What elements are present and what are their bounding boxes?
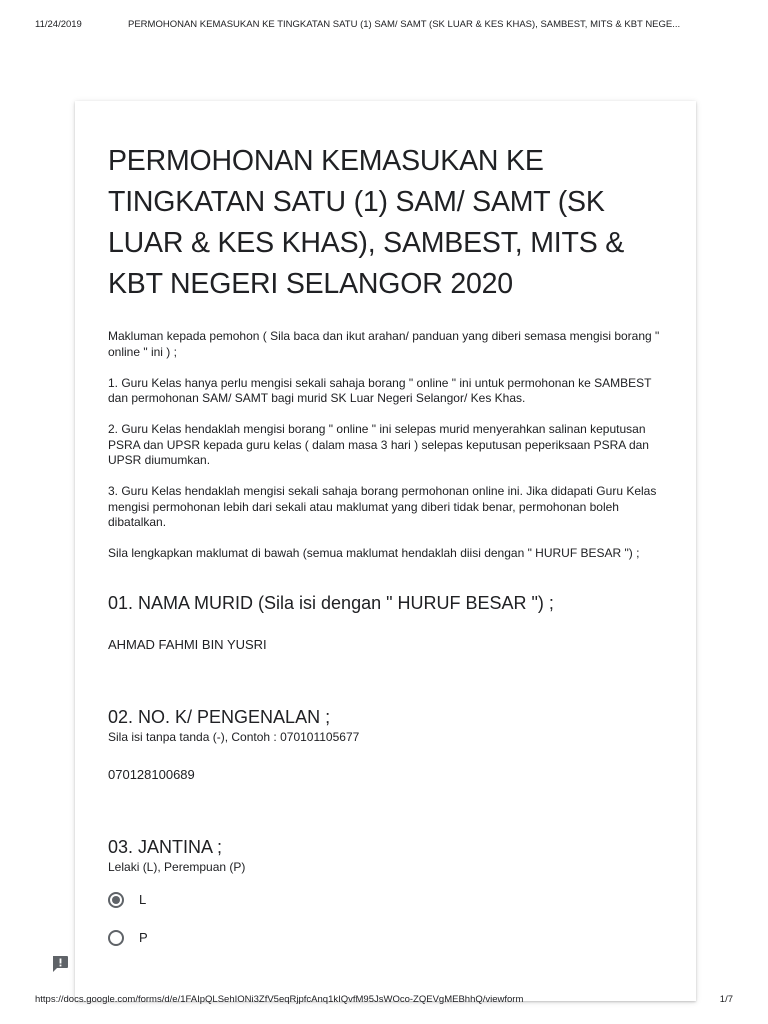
print-footer	[35, 994, 733, 1008]
question-help-text: Sila isi tanpa tanda (-), Contoh : 070101105677	[108, 730, 360, 744]
radio-option-p[interactable]	[108, 929, 668, 951]
print-url: https://docs.google.com/forms/d/e/1FAIpQLSehIONi3ZfV5eqRjpfcAnq1kIQvfM95JsWOco-ZQEVgMEBhhQ/viewform	[35, 994, 524, 1005]
question-title: 01. NAMA MURID (Sila isi dengan " HURUF BESAR ") ;	[108, 593, 554, 613]
form-description	[108, 329, 668, 562]
option-label: P	[139, 930, 148, 945]
form-title: PERMOHONAN KEMASUKAN KE TINGKATAN SATU (1) SAM/ SAMT (SK LUAR & KES KHAS), SAMBEST, MITS & KBT NEGERI SELANGOR 2020	[108, 145, 625, 300]
option-label: L	[139, 892, 147, 907]
print-header	[35, 19, 733, 33]
question-title: 02. NO. K/ PENGENALAN ;	[108, 707, 331, 727]
radio-option-l[interactable]	[108, 891, 668, 913]
answer-nama-murid[interactable]: AHMAD FAHMI BIN YUSRI	[108, 637, 267, 652]
description-paragraph: 3. Guru Kelas hendaklah mengisi sekali sahaja borang permohonan online ini. Jika didapati Guru Kelas mengisi permohonan lebih dari sekali atau maklumat yang diberi tidak benar, permohonan boleh dibatalkan.	[108, 484, 657, 529]
radio-checked-icon[interactable]	[108, 892, 124, 908]
feedback-icon[interactable]	[50, 954, 70, 974]
question-no-kad-pengenalan	[108, 705, 668, 784]
radio-unchecked-icon[interactable]	[108, 930, 124, 946]
question-title: 03. JANTINA ;	[108, 837, 223, 857]
form-card	[75, 101, 696, 1001]
question-nama-murid	[108, 591, 668, 654]
question-jantina	[108, 835, 668, 951]
form-header	[108, 141, 668, 577]
page-number: 1/7	[719, 994, 733, 1005]
print-document-title: PERMOHONAN KEMASUKAN KE TINGKATAN SATU (1) SAM/ SAMT (SK LUAR & KES KHAS), SAMBEST, MITS & KBT NEGE...	[128, 19, 681, 30]
description-paragraph: Makluman kepada pemohon ( Sila baca dan ikut arahan/ panduan yang diberi semasa mengisi borang " online " ini ) ;	[108, 329, 660, 359]
description-paragraph: 1. Guru Kelas hanya perlu mengisi sekali sahaja borang " online " ini untuk permohonan ke SAMBEST dan permohonan SAM/ SAMT bagi murid SK Luar Negeri Selangor/ Kes Khas.	[108, 375, 652, 405]
print-date: 11/24/2019	[35, 19, 82, 30]
question-help-text: Lelaki (L), Perempuan (P)	[108, 860, 246, 874]
answer-no-kad-pengenalan[interactable]: 070128100689	[108, 767, 195, 782]
description-paragraph: Sila lengkapkan maklumat di bawah (semua maklumat hendaklah diisi dengan " HURUF BESAR ") ;	[108, 546, 640, 560]
description-paragraph: 2. Guru Kelas hendaklah mengisi borang " online " ini selepas murid menyerahkan salinan keputusan PSRA dan UPSR kepada guru kelas ( dalam masa 3 hari ) selepas keputusan peperiksaan PSRA dan UPSR diumumkan.	[108, 422, 649, 467]
